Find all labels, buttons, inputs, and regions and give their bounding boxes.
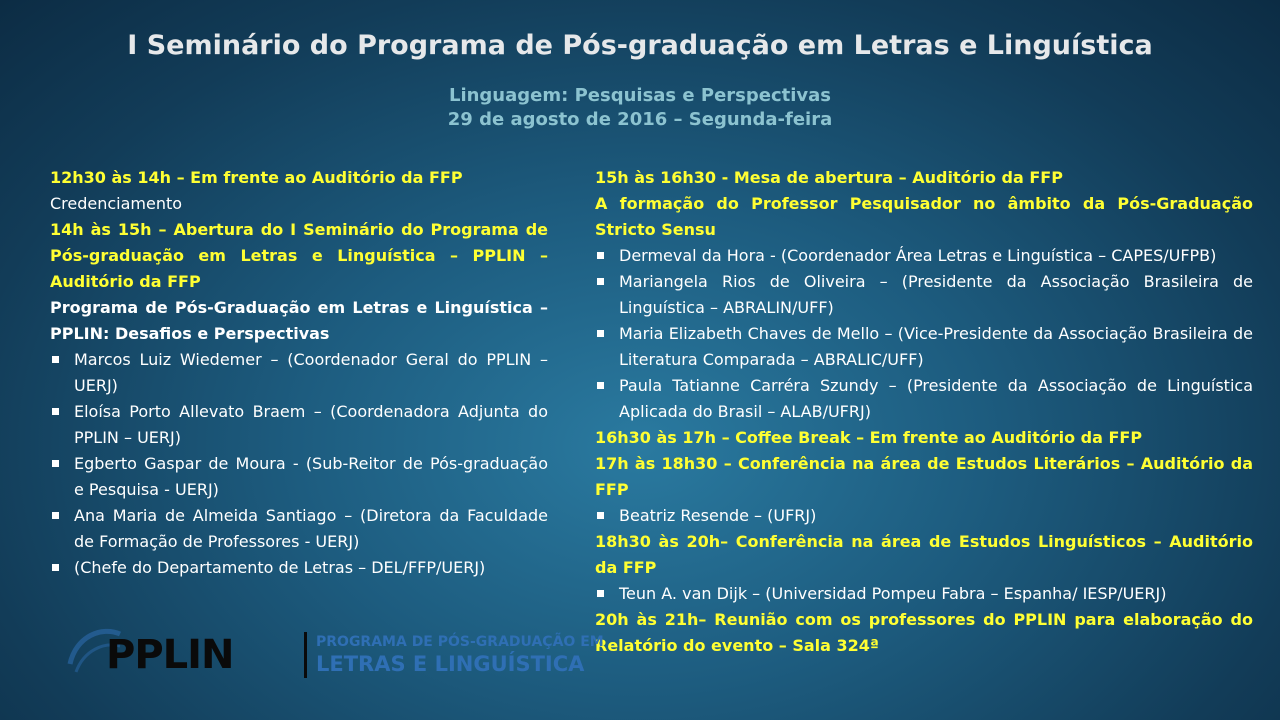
speaker-list-literarios	[595, 503, 1253, 529]
list-item: Dermeval da Hora - (Coordenador Área Letras e Linguística – CAPES/UFPB)	[595, 243, 1253, 269]
session-time-abertura: 14h às 15h – Abertura do I Seminário do Programa de Pós-graduação em Letras e Linguística – PPLIN – Auditório da FFP	[50, 220, 548, 291]
speaker-list-abertura	[50, 347, 548, 581]
bullet-icon	[597, 278, 604, 285]
logo-divider	[304, 632, 307, 678]
speaker-list-linguisticos	[595, 581, 1253, 607]
schedule-left-column	[50, 165, 548, 581]
schedule-right-column	[595, 165, 1253, 659]
bullet-icon	[52, 564, 59, 571]
session-topic-mesa: A formação do Professor Pesquisador no âmbito da Pós-Graduação Stricto Sensu	[595, 194, 1253, 239]
list-item: Eloísa Porto Allevato Braem – (Coordenadora Adjunta do PPLIN – UERJ)	[50, 399, 548, 451]
logo-mark: PPLIN	[106, 632, 234, 678]
pplin-logo	[62, 618, 604, 684]
bullet-icon	[52, 460, 59, 467]
session-topic-abertura: Programa de Pós-Graduação em Letras e Linguística – PPLIN: Desafios e Perspectivas	[50, 298, 548, 343]
bullet-icon	[52, 512, 59, 519]
bullet-icon	[52, 356, 59, 363]
page-title: I Seminário do Programa de Pós-graduação em Letras e Linguística	[127, 30, 1153, 61]
session-time-coffee-break: 16h30 às 17h – Coffee Break – Em frente ao Auditório da FFP	[595, 428, 1143, 447]
bullet-icon	[597, 590, 604, 597]
bullet-icon	[597, 252, 604, 259]
speaker-list-mesa	[595, 243, 1253, 425]
session-time-conferencia-linguisticos: 18h30 às 20h– Conferência na área de Estudos Linguísticos – Auditório da FFP	[595, 532, 1253, 577]
session-time-reuniao: 20h às 21h– Reunião com os professores do PPLIN para elaboração do Relatório do evento – Sala 324ª	[595, 610, 1253, 655]
list-item: Teun A. van Dijk – (Universidad Pompeu Fabra – Espanha/ IESP/UERJ)	[595, 581, 1253, 607]
subtitle-theme: Linguagem: Pesquisas e Perspectivas	[448, 85, 832, 106]
bullet-icon	[597, 382, 604, 389]
logo-line-2: LETRAS E LINGUÍSTICA	[316, 652, 585, 676]
list-item: Mariangela Rios de Oliveira – (Presidente da Associação Brasileira de Linguística – ABRALIN/UFF)	[595, 269, 1253, 321]
bullet-icon	[597, 512, 604, 519]
page-subtitle	[0, 84, 1280, 132]
list-item: Marcos Luiz Wiedemer – (Coordenador Geral do PPLIN – UERJ)	[50, 347, 548, 399]
bullet-icon	[52, 408, 59, 415]
session-time-mesa: 15h às 16h30 - Mesa de abertura – Auditório da FFP	[595, 168, 1063, 187]
list-item: (Chefe do Departamento de Letras – DEL/FFP/UERJ)	[50, 555, 548, 581]
logo-line-1: PROGRAMA DE PÓS-GRADUAÇÃO EM	[316, 634, 604, 650]
session-time-credenciamento: 12h30 às 14h – Em frente ao Auditório da FFP	[50, 168, 463, 187]
list-item: Paula Tatianne Carréra Szundy – (Presidente da Associação de Linguística Aplicada do Brasil – ALAB/UFRJ)	[595, 373, 1253, 425]
bullet-icon	[597, 330, 604, 337]
list-item: Beatriz Resende – (UFRJ)	[595, 503, 1253, 529]
subtitle-date: 29 de agosto de 2016 – Segunda-feira	[447, 109, 833, 130]
list-item: Ana Maria de Almeida Santiago – (Diretora da Faculdade de Formação de Professores - UERJ)	[50, 503, 548, 555]
list-item: Maria Elizabeth Chaves de Mello – (Vice-Presidente da Associação Brasileira de Literatura Comparada – ABRALIC/UFF)	[595, 321, 1253, 373]
session-time-conferencia-literarios: 17h às 18h30 – Conferência na área de Estudos Literários – Auditório da FFP	[595, 454, 1253, 499]
list-item: Egberto Gaspar de Moura - (Sub-Reitor de Pós-graduação e Pesquisa - UERJ)	[50, 451, 548, 503]
session-desc-credenciamento: Credenciamento	[50, 194, 183, 213]
